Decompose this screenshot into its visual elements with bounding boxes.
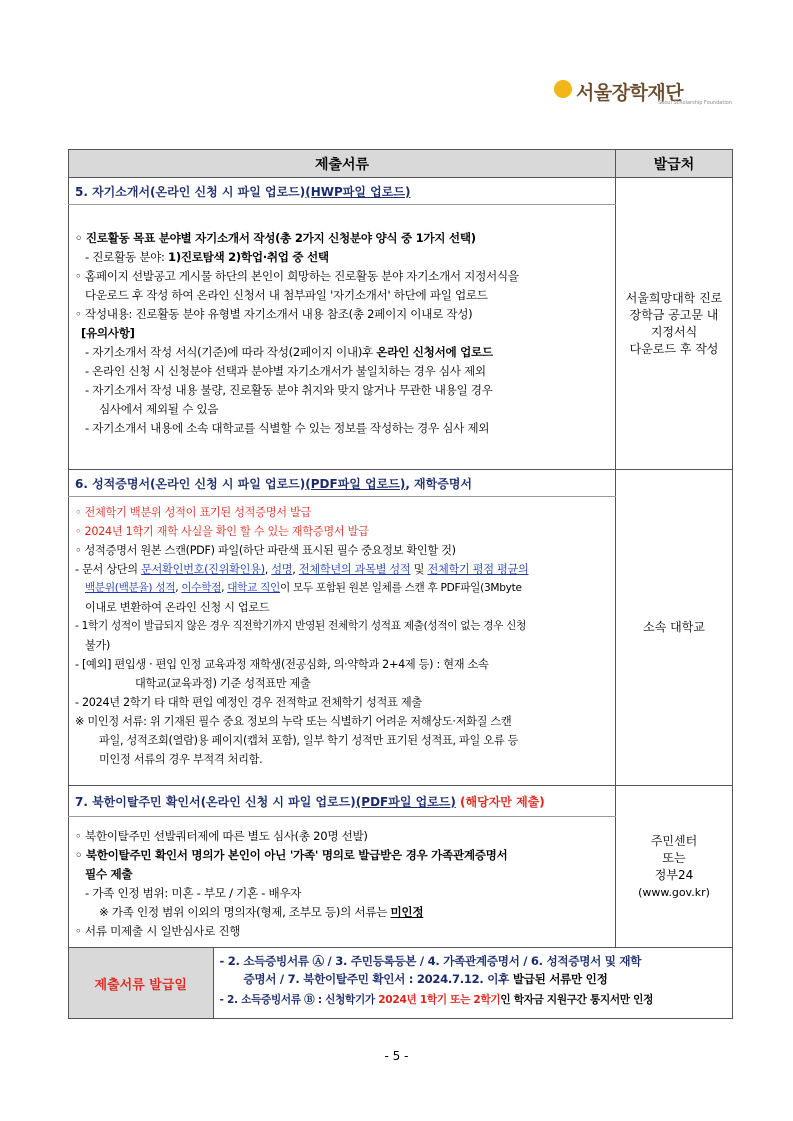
section7-body: ◦ 북한이탈주민 선발쿼터제에 따른 별도 심사(총 20명 선발) ◦ 북한이탈주민 확인서 명의가 본인이 아닌 '가족' 명의로 발급받은 경우 가족관계증명서 필수 제출 - 가족 인정 범위: 미혼 - 부모 / 기혼 - 배우자 ※ 가족 인정 범위 이외의 명의자(형제, 조부모 등)의 서류는 미인정 ◦ 서류 미제출 시 일반심사로 진행 (69, 817, 616, 948)
section6-body: ◦ 전체학기 백분위 성적이 표기된 성적증명서 발급 ◦ 2024년 1학기 재학 사실을 확인 할 수 있는 재학증명서 발급 ◦ 성적증명서 원본 스캔(PDF) 파일(하단 파란색 표시된 필수 중요정보 확인할 것) - 문서 상단의 문서확인번호(진위확인용), 성명, 전체학년의 과목별 성적 및 전체학기 평점 평균의 백분위(백분율) 성적, 이수학점, 대학교 직인이 모두 포함된 원본 일체를 스캔 후 PDF파일(3Mbyte 이내로 변환하여 온라인 신청 시 업로드 - 1학기 성적이 발급되지 않은 경우 직전학기까지 반영된 전체학기 성적표 제출(성적이 없는 경우 신청 불가) - [예외] 편입생 · 편입 인정 교육과정 재학생(전공심화, 의·약학과 2+4제 등) : 현재 소속 대학교(교육과정) 기준 성적표만 제출 - 2024년 2학기 타 대학 편입 예정인 경우 전적학교 전체학기 성적표 제출 ※ 미인정 서류: 위 기재된 필수 중요 정보의 누락 또는 식별하기 어려운 저해상도·저화질 스캔 파일, 성적조회(열람)용 페이지(캡쳐 포함), 일부 학기 성적만 표기된 성적표, 파일 오류 등 미인정 서류의 경우 부적격 처리함. (69, 497, 616, 786)
logo-emblem-icon (554, 80, 572, 98)
section5-issuer: 서울희망대학 진로 장학금 공고문 내 지정서식 다운로드 후 작성 (616, 178, 733, 470)
section7-title: 7. 북한이탈주민 확인서(온라인 신청 시 파일 업로드)(PDF파일 업로드) (해당자만 제출) (69, 786, 616, 817)
section5-title: 5. 자기소개서(온라인 신청 시 파일 업로드)(HWP파일 업로드) (69, 178, 616, 205)
section5-body: ◦ 진로활동 목표 분야별 자기소개서 작성(총 2가지 신청분야 양식 중 1가지 선택) - 진로활동 분야: 1)진로탐색 2)학업·취업 중 선택 ◦ 홈페이지 선발공고 게시물 하단의 본인이 희망하는 진로활동 분야 자기소개서 지정서식을 다운로드 후 작성 하여 온라인 신청서 내 첨부파일 '자기소개서' 하단에 파일 업로드 ◦ 작성내용: 진로활동 분야 유형별 자기소개서 내용 참조(총 2페이지 이내로 작성) [유의사항] - 자기소개서 작성 서식(기준)에 따라 작성(2페이지 이내)후 온라인 신청서에 업로드 - 온라인 신청 시 신청분야 선택과 분야별 자기소개서가 불일치하는 경우 심사 제외 - 자기소개서 작성 내용 불량, 진로활동 분야 취지와 맞지 않거나 무관한 내용일 경우 심사에서 제외될 수 있음 - 자기소개서 내용에 소속 대학교를 식별할 수 있는 정보를 작성하는 경우 심사 제외 (69, 205, 616, 470)
documents-table (68, 149, 733, 1019)
logo-text: 서울장학재단 (576, 82, 684, 104)
section6-issuer: 소속 대학교 (616, 470, 733, 786)
page-number: - 5 - (384, 1049, 409, 1063)
header-issuer: 발급처 (616, 150, 733, 178)
logo-subtext: Seoul Scholarship Foundation (658, 100, 732, 106)
footer-notes: - 2. 소득증빙서류 Ⓐ / 3. 주민등록등본 / 4. 가족관계증명서 / 6. 성적증명서 및 재학 증명서 / 7. 북한이탈주민 확인서 : 2024.7.12. 이후 발급된 서류만 인정 - 2. 소득증빙서류 Ⓑ : 신청학기가 2024년 1학기 또는 2학기인 학자금 지원구간 통지서만 인정 (219, 954, 653, 1006)
header-documents: 제출서류 (69, 150, 616, 178)
footer-label: 제출서류 발급일 (69, 948, 213, 1018)
section7-issuer: 주민센터 또는 정부24 (www.gov.kr) (616, 786, 733, 948)
foundation-logo (552, 78, 732, 106)
section6-title: 6. 성적증명서(온라인 신청 시 파일 업로드)(PDF파일 업로드), 재학증명서 (69, 470, 616, 497)
